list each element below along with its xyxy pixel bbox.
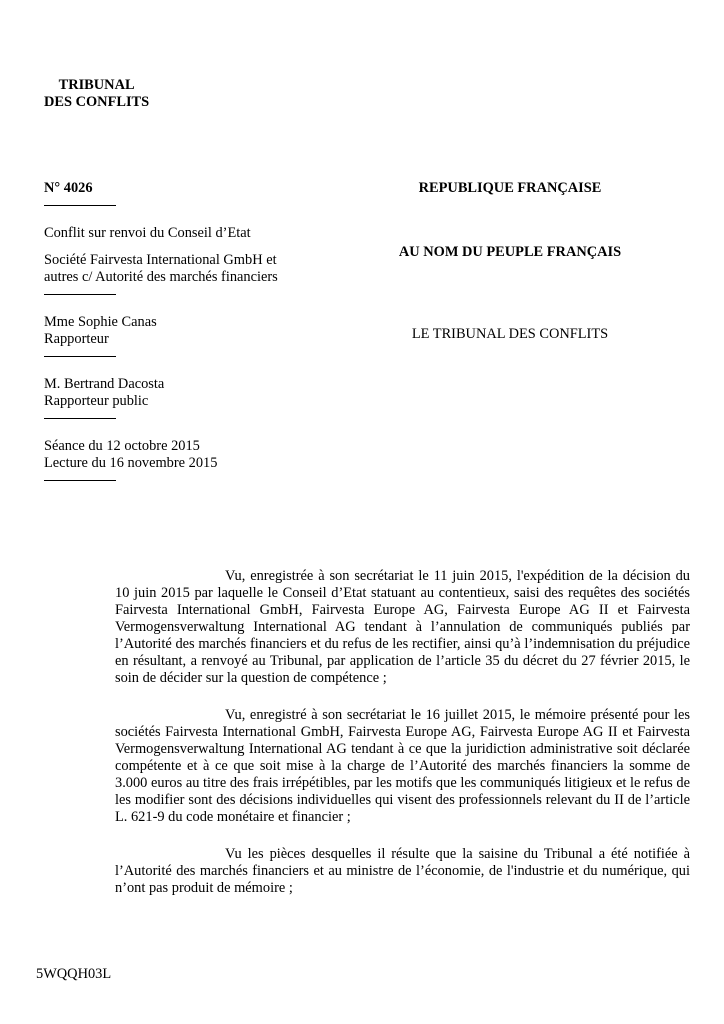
- case-number: N° 4026: [44, 180, 93, 196]
- case-referral: Conflit sur renvoi du Conseil d’Etat: [44, 225, 251, 241]
- paragraph-text: Vu les pièces desquelles il résulte que la saisine du Tribunal a été notifiée à l’Autorité des marchés financiers et au ministre de l’économie, de l'industrie et du numérique, qui n’ont pas produit de mémoire ;: [115, 846, 690, 896]
- paragraph: [115, 707, 690, 826]
- document-body: [115, 568, 690, 917]
- hearing-date: Séance du 12 octobre 2015: [44, 438, 200, 454]
- court-heading-line2: DES CONFLITS: [44, 94, 150, 110]
- document-code: 5WQQH03L: [36, 966, 112, 982]
- republic-title: REPUBLIQUE FRANÇAISE: [418, 180, 602, 196]
- paragraph-text: Vu, enregistré à son secrétariat le 16 juillet 2015, le mémoire présenté pour les sociétés Fairvesta International GmbH, Fairvesta Europe AG, Fairvesta Europe AG II et Fairvesta Vermogensverwaltung International AG tendant à ce que la juridiction administrative soit déclarée compétente et à ce que soit mise à la charge de l’Autorité des marchés financiers la somme de 3.000 euros au titre des frais irrépétibles, par les motifs que les communiqués litigieux et le refus de les modifier sont des décisions individuelles qui visent des professionnels relevant du II de l’article L. 621-9 du code monétaire et financier ;: [115, 707, 690, 825]
- public-rapporteur-role: Rapporteur public: [44, 393, 149, 409]
- paragraph-text: Vu, enregistrée à son secrétariat le 11 juin 2015, l'expédition de la décision du 10 juin 2015 par laquelle le Conseil d’Etat statuant au contentieux, saisi des requêtes des sociétés Fairvesta International GmbH, Fairvesta Europe AG, Fairvesta Europe AG II et Fairvesta Vermogensverwaltung International AG tendant à l’annulation de communiqués publiés par l’Autorité des marchés financiers et du refus de les rectifier, ainsi qu’à l’indemnisation du préjudice en résultant, a renvoyé au Tribunal, par application de l’article 35 du décret du 27 février 2015, le soin de décider sur la question de compétence ;: [115, 568, 690, 686]
- court-heading-line1: TRIBUNAL: [58, 77, 135, 93]
- paragraph: [115, 568, 690, 687]
- court-heading: [44, 77, 149, 111]
- rapporteur-role: Rapporteur: [44, 331, 109, 347]
- case-info-column: [44, 180, 304, 481]
- public-rapporteur-name: M. Bertrand Dacosta: [44, 376, 165, 392]
- tribunal-name: LE TRIBUNAL DES CONFLITS: [411, 326, 609, 342]
- rapporteur-name: Mme Sophie Canas: [44, 314, 157, 330]
- divider: [44, 480, 116, 481]
- republic-subtitle: AU NOM DU PEUPLE FRANÇAIS: [398, 244, 622, 260]
- case-parties-line1: Société Fairvesta International GmbH et: [44, 252, 277, 268]
- case-parties-line2: autres c/ Autorité des marchés financiers: [44, 269, 278, 285]
- reading-date: Lecture du 16 novembre 2015: [44, 455, 218, 471]
- paragraph: [115, 846, 690, 897]
- republic-column: [360, 180, 660, 343]
